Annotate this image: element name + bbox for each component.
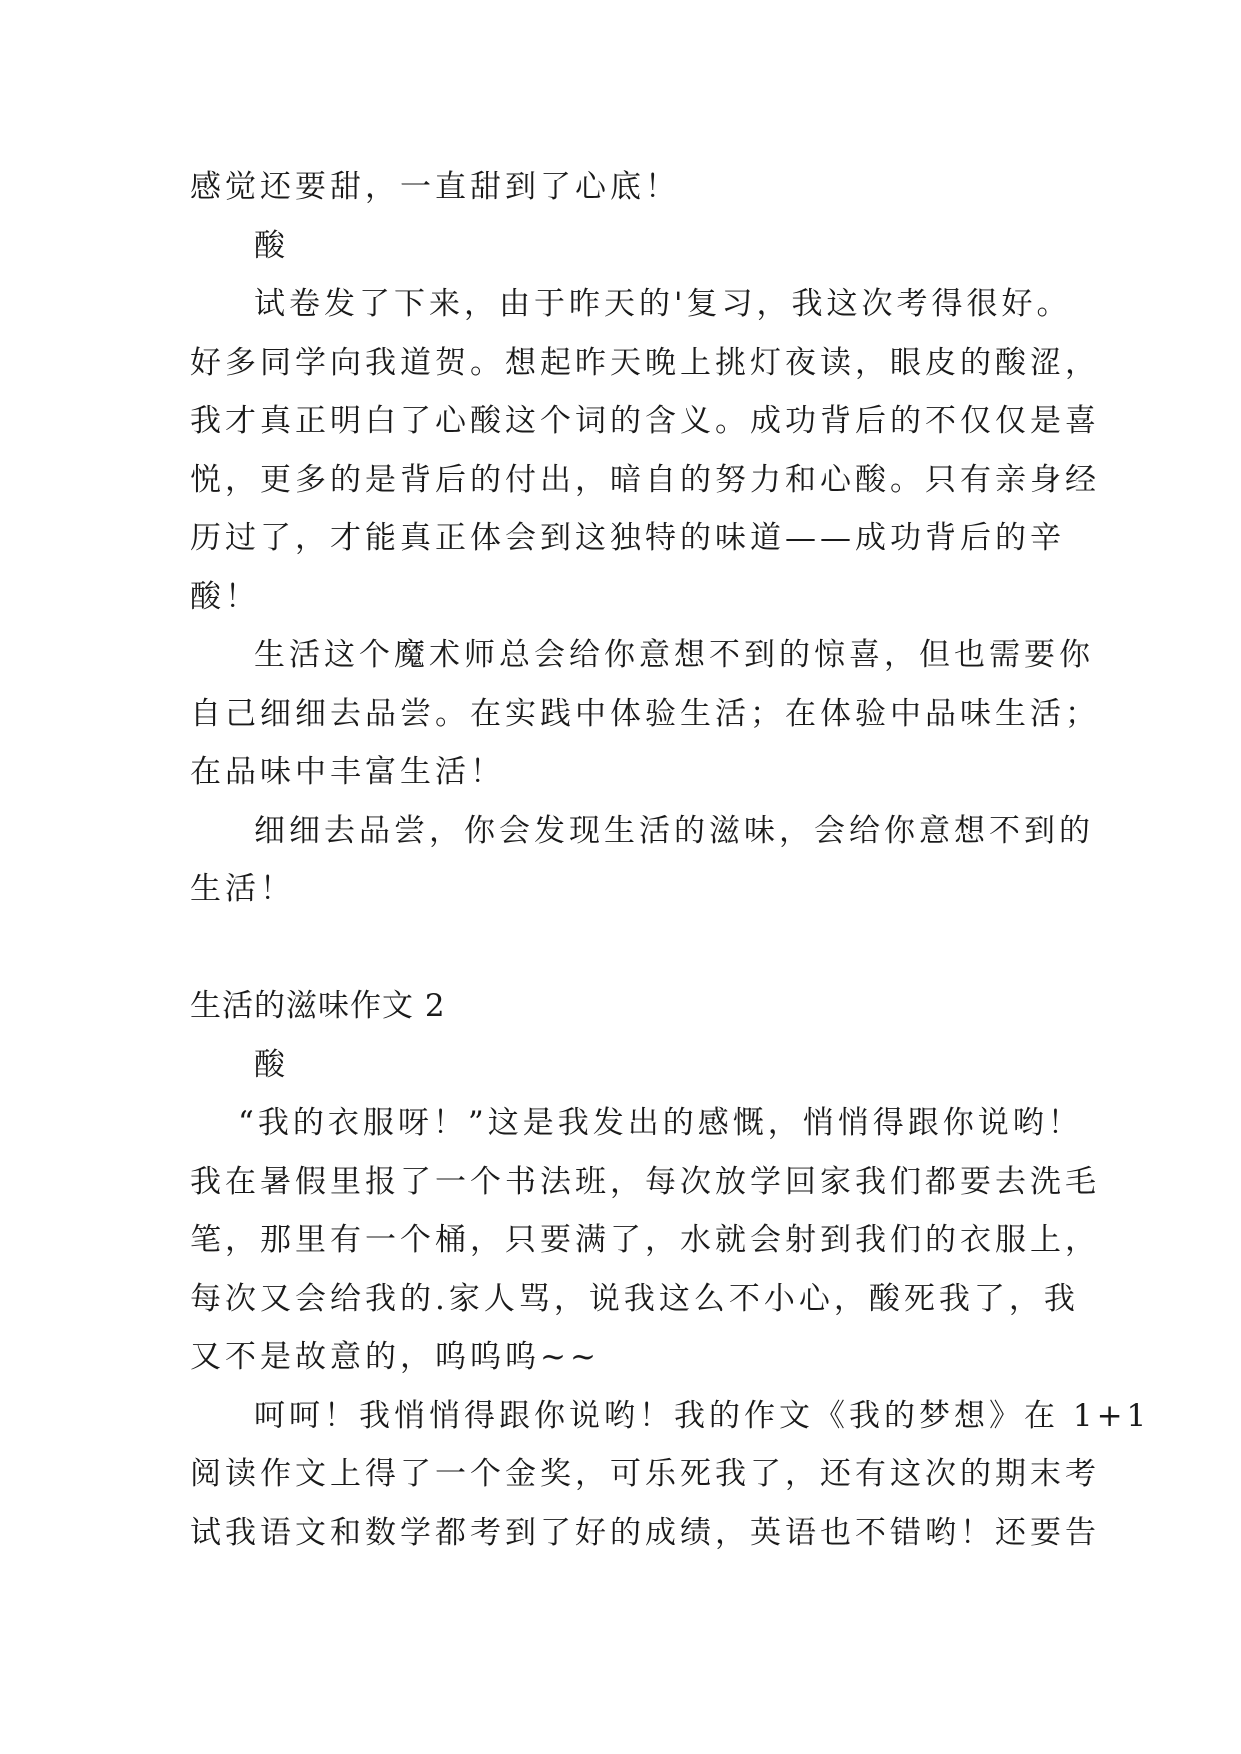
paragraph-line: 自己细细去品尝。在实践中体验生活；在体验中品味生活； — [190, 695, 1100, 732]
paragraph — [190, 802, 1094, 919]
paragraph-line: 我在暑假里报了一个书法班，每次放学回家我们都要去洗毛 — [190, 1163, 1100, 1200]
paragraph-line: 生活！ — [190, 871, 295, 907]
paragraph-line: 生活这个魔术师总会给你意想不到的惊喜，但也需要你 — [254, 637, 1094, 673]
paragraph — [190, 275, 1100, 626]
paragraph-line: 在品味中丰富生活！ — [190, 754, 505, 790]
section-title: 生活的滋味作文 2 — [190, 988, 446, 1024]
paragraph-line: “我的衣服呀！”这是我发出的感慨，悄悄得跟你说哟！ — [238, 1105, 1083, 1141]
paragraph-line: 试我语文和数学都考到了好的成绩，英语也不错哟！还要告 — [190, 1514, 1100, 1551]
section-subheading: 酸 — [254, 227, 289, 264]
paragraph — [190, 1094, 1100, 1387]
paragraph-line: 感觉还要甜，一直甜到了心底！ — [190, 169, 680, 205]
paragraph — [190, 626, 1100, 802]
paragraph-line: 历过了，才能真正体会到这独特的味道——成功背后的辛 — [190, 520, 1065, 556]
section-subheading: 酸 — [254, 1046, 289, 1083]
paragraph-line: 悦，更多的是背后的付出，暗自的努力和心酸。只有亲身经 — [190, 461, 1100, 498]
document-page — [190, 158, 1151, 1562]
paragraph-line: 笔，那里有一个桶，只要满了，水就会射到我们的衣服上， — [190, 1222, 1100, 1258]
paragraph-line: 细细去品尝，你会发现生活的滋味，会给你意想不到的 — [254, 812, 1094, 849]
paragraph-line: 试卷发了下来，由于昨天的'复习，我这次考得很好。 — [254, 286, 1072, 322]
paragraph-line: 好多同学向我道贺。想起昨天晚上挑灯夜读，眼皮的酸涩， — [190, 344, 1100, 381]
paragraph-line: 阅读作文上得了一个金奖，可乐死我了，还有这次的期末考 — [190, 1456, 1100, 1492]
section-spacer — [190, 919, 1050, 978]
paragraph-line: 又不是故意的，呜呜呜~~ — [190, 1339, 600, 1375]
paragraph-line: 我才真正明白了心酸这个词的含义。成功背后的不仅仅是喜 — [190, 403, 1100, 439]
paragraph — [190, 1387, 1151, 1563]
paragraph-line: 酸！ — [190, 578, 260, 615]
paragraph-line: 呵呵！我悄悄得跟你说哟！我的作文《我的梦想》在 1+1 — [254, 1397, 1151, 1434]
paragraph-line: 每次又会给我的.家人骂，说我这么不小心，酸死我了，我 — [190, 1280, 1079, 1317]
